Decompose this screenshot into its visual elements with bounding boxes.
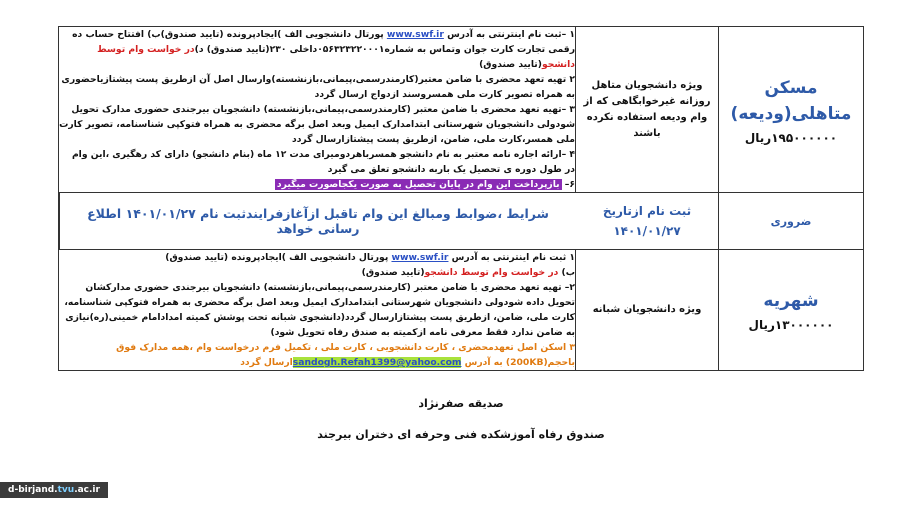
description-text: ۱ ثبت نام اینترنتی به آدرس xyxy=(448,252,575,263)
signature-block xyxy=(58,397,864,441)
description-text: (تایید صندوق) xyxy=(479,59,542,70)
housing-description xyxy=(59,27,576,193)
address-link[interactable]: www.swf.ir xyxy=(386,29,444,40)
notice-title-cell xyxy=(719,193,864,250)
signer-organization: صندوق رفاه آموزشکده فنی وحرفه ای دختران بیرجند xyxy=(317,428,605,441)
tuition-condition: ویژه دانشجویان شبانه xyxy=(592,304,702,315)
description-text: ب) xyxy=(558,267,575,278)
housing-condition-cell xyxy=(576,27,719,193)
housing-title: مسکن متاهلی(ودیعه) xyxy=(730,77,852,124)
housing-amount: ۱۹۵۰۰۰۰۰۰ریال xyxy=(744,130,838,145)
description-text: ۲– تهیه تعهد محضری با ضامن معتبر (کارمندرسمی،پیمانی،بازنشسته) دانشجویان بیرجندی حضوری مدارکشان تحویل داده شودولی دانشجویان شهرستانی ابتدامدارک ایمیل وبعد اصل برگه محضری به همراه فتوکپی شناسنامه، کارت ملی، ضامن، ازطریق پست پیشتازارسال گردد(دانشجوی شبانه تحت پوشش کمیته امدادامام خمینی(ره)نیازی به ضامن ندارد فقط معرفی نامه ازکمیته به صندق رفاه تحویل شود) xyxy=(64,282,575,338)
description-text: ۳ اسکن اصل تعهدمحضری ، کارت دانشجویی ، کارت ملی ، تکمیل فرم درخواست وام ،همه مدارک فوق باحجم(200KB) به آدرس xyxy=(116,342,575,368)
registration-cell xyxy=(576,193,718,249)
description-text: ۱ –ثبت نام اینترنتی به آدرس xyxy=(443,29,575,40)
notice-cell xyxy=(59,193,719,250)
description-text: ۲ تهیه تعهد محضری با ضامن معتبر(کارمندرسمی،پیمانی،بازنشسته)وارسال اصل آن ازطریق پست پیشتازیاحضوری به همراه تصویر کارت ملی همسروسند ازدواج ارسال گردد xyxy=(61,74,575,100)
description-text: ۴ –ارائه اجاره نامه معتبر به نام دانشجو همسرباهردومیرای مدت ۱۲ ماه (بنام دانشجو) دارای کد رهگیری ،این وام در طول دوره ی تحصیل یک باربه دانشجو تعلق می گیرد xyxy=(71,149,575,175)
footer-accent: tvu xyxy=(57,485,75,495)
tuition-condition-cell xyxy=(576,250,719,371)
notice-inner xyxy=(59,193,718,249)
signer-name: صدیقه صفرنژاد xyxy=(418,397,504,410)
footer-prefix: d-birjand. xyxy=(8,485,58,495)
description-line xyxy=(59,72,575,102)
tuition-title-cell xyxy=(719,250,864,371)
loan-table xyxy=(58,26,864,371)
registration-date: ۱۴۰۱/۰۱/۲۷ xyxy=(613,224,681,238)
registration-label: ثبت نام ازتاریخ xyxy=(602,204,692,218)
description-line xyxy=(59,340,575,370)
description-line xyxy=(59,177,575,192)
description-line xyxy=(59,265,575,280)
description-line xyxy=(59,27,575,72)
notice-text: شرایط ،ضوابط ومبالغ این وام تاقبل ازآغازفرایندثبت نام ۱۴۰۱/۰۱/۲۷ اطلاع رسانی خواهد xyxy=(87,206,549,236)
description-text: پورتال دانشجویی الف )ایجادپرونده (تایید صندوق) xyxy=(165,252,392,263)
footer-suffix: .ac.ir xyxy=(74,485,100,495)
housing-title-cell xyxy=(719,27,864,193)
site-footer-badge[interactable] xyxy=(0,482,108,498)
description-text: بازپرداخت این وام در پایان تحصیل به صورت یکجاصورت میگیرد xyxy=(276,179,560,190)
table-row-notice xyxy=(59,193,864,250)
description-line xyxy=(59,147,575,177)
description-text: ارسال گردد xyxy=(240,357,293,368)
description-text: در خواست وام توسط دانشجو xyxy=(97,44,575,70)
description-line xyxy=(59,250,575,265)
description-text: ۶– xyxy=(561,179,575,190)
description-text: (تایید صندوق) xyxy=(361,267,425,278)
address-link[interactable]: www.swf.ir xyxy=(391,252,449,263)
tuition-description xyxy=(59,250,576,371)
description-text: پورتال دانشجویی الف )ایجادپرونده (تایید صندوق)ب) افتتاح حساب ده رقمی تجارت کارت جوان وتماس به شماره۰۵۶۳۲۳۲۲۰۰۰۱داخلی ۲۳۰(تایید صندوق) د) xyxy=(72,29,575,55)
document xyxy=(58,26,864,441)
housing-condition: ویژه دانشجویان متاهل روزانه غیرخوابگاهی که از وام ودیعه استفاده نکرده باشند xyxy=(583,79,711,139)
table-row-housing xyxy=(59,27,864,193)
tuition-title: شهریه xyxy=(763,291,819,311)
tuition-amount: ۱۳۰۰۰۰۰۰ریال xyxy=(748,318,834,332)
description-text: ۳ –تهیه تعهد محضری با ضامن معتبر (کارمندرسمی،پیمانی،بازنشسته) دانشجویان بیرجندی حضوری مدارک تحویل شودولی دانشجویان شهرستانی ابتدامدارک ایمیل وبعد اصل برگه محضری به همراه فتوکپی شناسنامه، تصویر کارت ملی همسر،کارت ملی، ضامن، ازطریق پست پیشتازارسال گردد xyxy=(59,104,575,145)
table-row-tuition xyxy=(59,250,864,371)
description-line xyxy=(59,102,575,147)
description-line xyxy=(59,280,575,340)
description-text: در خواست وام توسط دانشجو xyxy=(424,267,559,278)
address-link[interactable]: sandogh.Refah1399@yahoo.com xyxy=(292,357,462,368)
notice-text-cell xyxy=(60,193,577,249)
notice-title: ضروری xyxy=(770,214,812,228)
